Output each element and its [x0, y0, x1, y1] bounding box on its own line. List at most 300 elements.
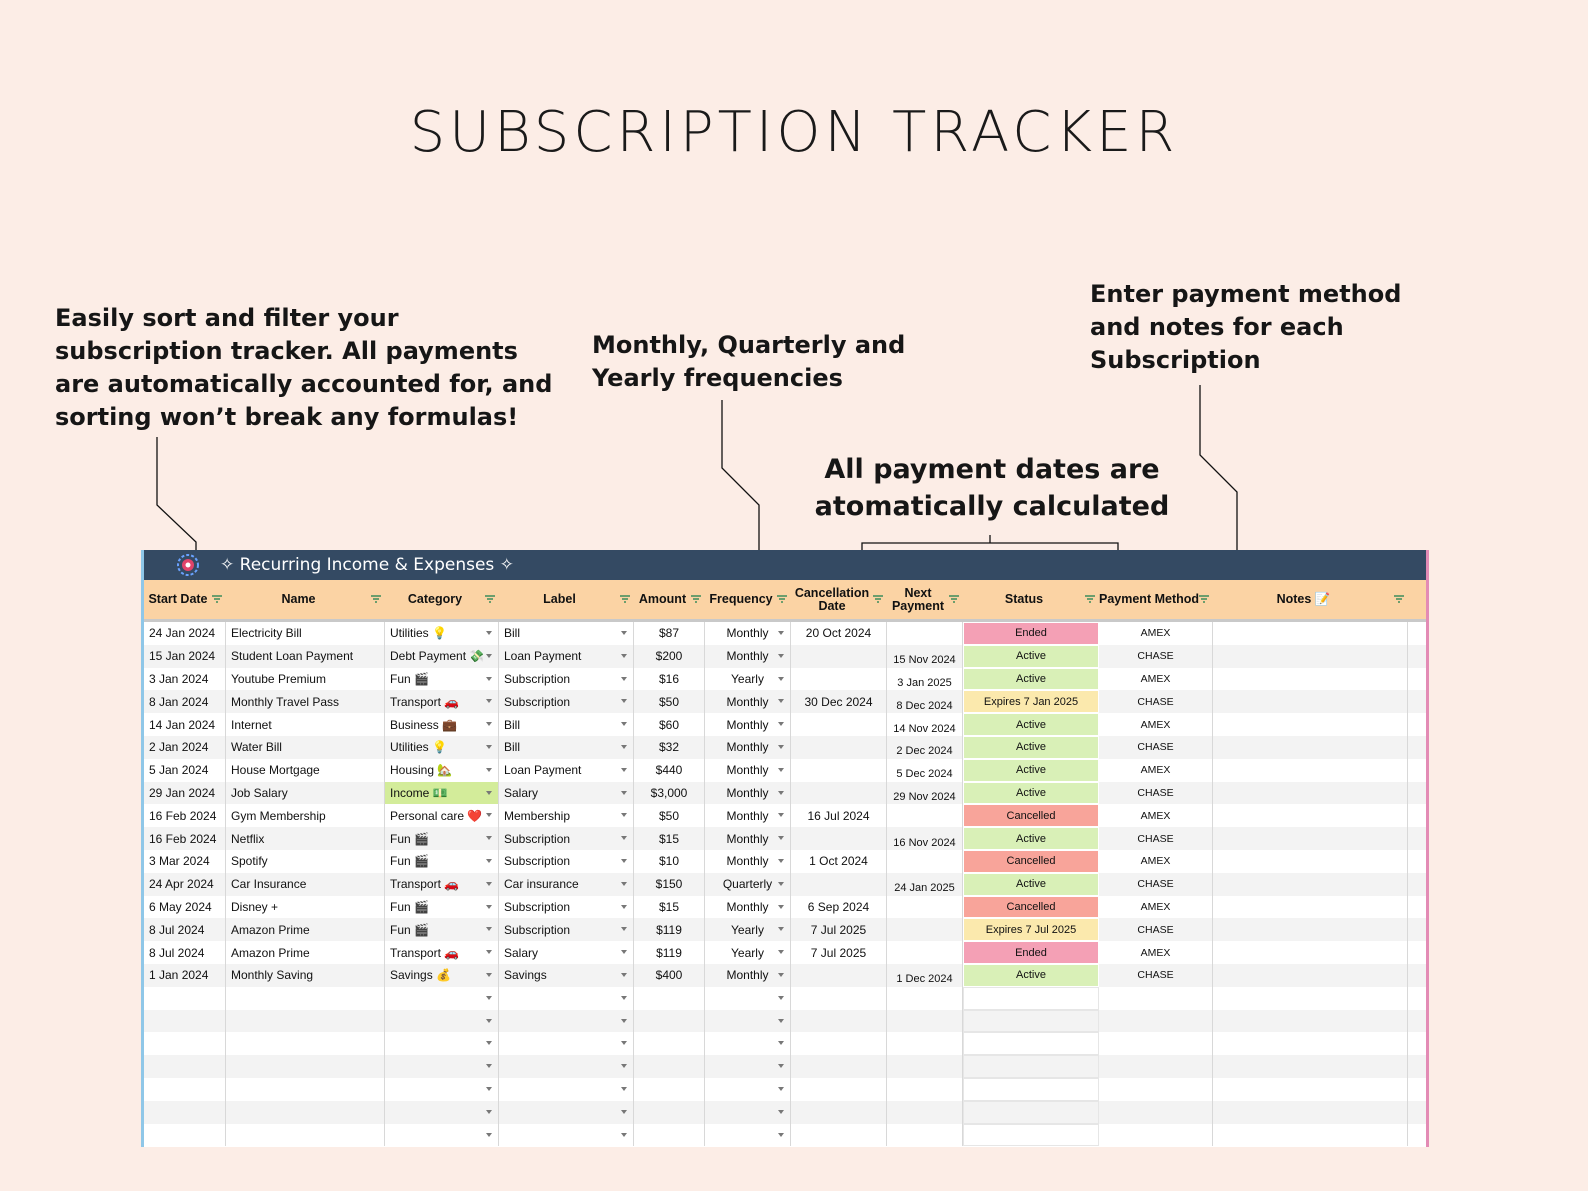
label-dropdown[interactable]: Subscription: [499, 690, 634, 713]
dropdown-arrow-icon[interactable]: [621, 699, 627, 703]
empty-cell[interactable]: [1213, 1010, 1408, 1033]
cancellation-date-cell[interactable]: [791, 782, 887, 805]
dropdown-arrow-icon[interactable]: [778, 996, 784, 1000]
dropdown-arrow-icon[interactable]: [621, 1064, 627, 1068]
empty-cell[interactable]: [1099, 1055, 1213, 1078]
empty-cell[interactable]: [226, 1101, 385, 1124]
name-cell[interactable]: Spotify: [226, 850, 385, 873]
empty-cell[interactable]: [705, 1078, 791, 1101]
payment-method-cell[interactable]: CHASE: [1099, 645, 1213, 668]
dropdown-arrow-icon[interactable]: [486, 950, 492, 954]
dropdown-arrow-icon[interactable]: [778, 631, 784, 635]
empty-cell[interactable]: [499, 1101, 634, 1124]
dropdown-arrow-icon[interactable]: [486, 654, 492, 658]
dropdown-arrow-icon[interactable]: [778, 973, 784, 977]
notes-cell[interactable]: [1213, 873, 1408, 896]
label-dropdown[interactable]: Bill: [499, 622, 634, 645]
dropdown-arrow-icon[interactable]: [621, 631, 627, 635]
empty-cell[interactable]: [887, 1055, 963, 1078]
empty-cell[interactable]: [1099, 1124, 1213, 1147]
empty-cell[interactable]: [1213, 1124, 1408, 1147]
dropdown-arrow-icon[interactable]: [621, 791, 627, 795]
payment-method-cell[interactable]: AMEX: [1099, 713, 1213, 736]
amount-cell[interactable]: $50: [634, 804, 705, 827]
notes-cell[interactable]: [1213, 941, 1408, 964]
amount-cell[interactable]: $119: [634, 941, 705, 964]
filter-icon[interactable]: [212, 595, 222, 603]
dropdown-arrow-icon[interactable]: [621, 1019, 627, 1023]
category-dropdown[interactable]: Transport 🚗: [385, 941, 499, 964]
frequency-dropdown[interactable]: Monthly: [705, 736, 791, 759]
name-cell[interactable]: Monthly Saving: [226, 964, 385, 987]
frequency-dropdown[interactable]: Monthly: [705, 759, 791, 782]
empty-cell[interactable]: [963, 987, 1099, 1010]
frequency-dropdown[interactable]: Monthly: [705, 690, 791, 713]
label-dropdown[interactable]: Salary: [499, 782, 634, 805]
payment-method-cell[interactable]: AMEX: [1099, 850, 1213, 873]
empty-cell[interactable]: [791, 1101, 887, 1124]
empty-cell[interactable]: [705, 1010, 791, 1033]
cancellation-date-cell[interactable]: 30 Dec 2024: [791, 690, 887, 713]
start-date-cell[interactable]: 6 May 2024: [144, 896, 226, 919]
dropdown-arrow-icon[interactable]: [486, 745, 492, 749]
start-date-cell[interactable]: 14 Jan 2024: [144, 713, 226, 736]
dropdown-arrow-icon[interactable]: [486, 836, 492, 840]
start-date-cell[interactable]: 29 Jan 2024: [144, 782, 226, 805]
filter-icon[interactable]: [1199, 595, 1209, 603]
cancellation-date-cell[interactable]: 16 Jul 2024: [791, 804, 887, 827]
empty-cell[interactable]: [144, 1010, 226, 1033]
dropdown-arrow-icon[interactable]: [621, 654, 627, 658]
name-cell[interactable]: Youtube Premium: [226, 668, 385, 691]
category-dropdown[interactable]: Utilities 💡: [385, 736, 499, 759]
empty-cell[interactable]: [791, 1010, 887, 1033]
dropdown-arrow-icon[interactable]: [486, 1087, 492, 1091]
notes-cell[interactable]: [1213, 645, 1408, 668]
empty-cell[interactable]: [1099, 1032, 1213, 1055]
amount-cell[interactable]: $10: [634, 850, 705, 873]
dropdown-arrow-icon[interactable]: [778, 722, 784, 726]
start-date-cell[interactable]: 8 Jan 2024: [144, 690, 226, 713]
empty-cell[interactable]: [385, 987, 499, 1010]
name-cell[interactable]: House Mortgage: [226, 759, 385, 782]
dropdown-arrow-icon[interactable]: [621, 677, 627, 681]
cancellation-date-cell[interactable]: 6 Sep 2024: [791, 896, 887, 919]
amount-cell[interactable]: $16: [634, 668, 705, 691]
frequency-dropdown[interactable]: Yearly: [705, 668, 791, 691]
empty-cell[interactable]: [963, 1055, 1099, 1078]
empty-cell[interactable]: [791, 1078, 887, 1101]
notes-cell[interactable]: [1213, 918, 1408, 941]
payment-method-cell[interactable]: AMEX: [1099, 941, 1213, 964]
dropdown-arrow-icon[interactable]: [621, 768, 627, 772]
dropdown-arrow-icon[interactable]: [778, 1019, 784, 1023]
empty-cell[interactable]: [887, 1032, 963, 1055]
notes-cell[interactable]: [1213, 690, 1408, 713]
label-dropdown[interactable]: Loan Payment: [499, 645, 634, 668]
category-dropdown[interactable]: Debt Payment 💸: [385, 645, 499, 668]
dropdown-arrow-icon[interactable]: [778, 1087, 784, 1091]
empty-cell[interactable]: [226, 987, 385, 1010]
empty-cell[interactable]: [1099, 1010, 1213, 1033]
empty-cell[interactable]: [1099, 1101, 1213, 1124]
dropdown-arrow-icon[interactable]: [621, 882, 627, 886]
empty-cell[interactable]: [499, 1010, 634, 1033]
cancellation-date-cell[interactable]: [791, 645, 887, 668]
frequency-dropdown[interactable]: Yearly: [705, 941, 791, 964]
dropdown-arrow-icon[interactable]: [486, 768, 492, 772]
empty-cell[interactable]: [634, 1032, 705, 1055]
name-cell[interactable]: Internet: [226, 713, 385, 736]
empty-cell[interactable]: [499, 1032, 634, 1055]
start-date-cell[interactable]: 16 Feb 2024: [144, 827, 226, 850]
label-dropdown[interactable]: Car insurance: [499, 873, 634, 896]
empty-cell[interactable]: [144, 987, 226, 1010]
payment-method-cell[interactable]: AMEX: [1099, 759, 1213, 782]
frequency-dropdown[interactable]: Quarterly: [705, 873, 791, 896]
dropdown-arrow-icon[interactable]: [778, 1133, 784, 1137]
column-header-amount[interactable]: [634, 580, 705, 619]
empty-cell[interactable]: [144, 1101, 226, 1124]
column-header-label[interactable]: [499, 580, 634, 619]
dropdown-arrow-icon[interactable]: [621, 996, 627, 1000]
dropdown-arrow-icon[interactable]: [486, 1110, 492, 1114]
cancellation-date-cell[interactable]: [791, 873, 887, 896]
empty-cell[interactable]: [1213, 987, 1408, 1010]
label-dropdown[interactable]: Subscription: [499, 918, 634, 941]
cancellation-date-cell[interactable]: [791, 827, 887, 850]
dropdown-arrow-icon[interactable]: [621, 1041, 627, 1045]
amount-cell[interactable]: $15: [634, 827, 705, 850]
empty-cell[interactable]: [887, 1078, 963, 1101]
amount-cell[interactable]: $32: [634, 736, 705, 759]
category-dropdown[interactable]: Utilities 💡: [385, 622, 499, 645]
category-dropdown[interactable]: Fun 🎬: [385, 668, 499, 691]
dropdown-arrow-icon[interactable]: [486, 905, 492, 909]
dropdown-arrow-icon[interactable]: [486, 813, 492, 817]
empty-cell[interactable]: [385, 1078, 499, 1101]
frequency-dropdown[interactable]: Monthly: [705, 645, 791, 668]
column-header-category[interactable]: [385, 580, 499, 619]
empty-cell[interactable]: [887, 1101, 963, 1124]
amount-cell[interactable]: $50: [634, 690, 705, 713]
filter-icon[interactable]: [371, 595, 381, 603]
category-dropdown[interactable]: Fun 🎬: [385, 827, 499, 850]
notes-cell[interactable]: [1213, 668, 1408, 691]
label-dropdown[interactable]: Salary: [499, 941, 634, 964]
payment-method-cell[interactable]: CHASE: [1099, 827, 1213, 850]
empty-cell[interactable]: [887, 1124, 963, 1147]
dropdown-arrow-icon[interactable]: [778, 859, 784, 863]
notes-cell[interactable]: [1213, 782, 1408, 805]
start-date-cell[interactable]: 24 Jan 2024: [144, 622, 226, 645]
name-cell[interactable]: Amazon Prime: [226, 918, 385, 941]
empty-cell[interactable]: [226, 1055, 385, 1078]
dropdown-arrow-icon[interactable]: [486, 1041, 492, 1045]
empty-cell[interactable]: [499, 1124, 634, 1147]
cancellation-date-cell[interactable]: [791, 736, 887, 759]
empty-cell[interactable]: [1213, 1078, 1408, 1101]
column-header-cancellation-date[interactable]: [791, 580, 887, 619]
empty-cell[interactable]: [385, 1032, 499, 1055]
column-header-notes[interactable]: [1213, 580, 1408, 619]
empty-cell[interactable]: [963, 1032, 1099, 1055]
notes-cell[interactable]: [1213, 736, 1408, 759]
frequency-dropdown[interactable]: Monthly: [705, 827, 791, 850]
column-header-payment-method[interactable]: [1099, 580, 1213, 619]
dropdown-arrow-icon[interactable]: [778, 882, 784, 886]
dropdown-arrow-icon[interactable]: [486, 927, 492, 931]
name-cell[interactable]: Electricity Bill: [226, 622, 385, 645]
empty-cell[interactable]: [791, 1124, 887, 1147]
label-dropdown[interactable]: Subscription: [499, 896, 634, 919]
filter-icon[interactable]: [620, 595, 630, 603]
name-cell[interactable]: Disney +: [226, 896, 385, 919]
payment-method-cell[interactable]: CHASE: [1099, 873, 1213, 896]
empty-cell[interactable]: [791, 1055, 887, 1078]
dropdown-arrow-icon[interactable]: [621, 927, 627, 931]
start-date-cell[interactable]: 3 Jan 2024: [144, 668, 226, 691]
cancellation-date-cell[interactable]: [791, 713, 887, 736]
name-cell[interactable]: Car Insurance: [226, 873, 385, 896]
category-dropdown[interactable]: Fun 🎬: [385, 850, 499, 873]
frequency-dropdown[interactable]: Monthly: [705, 964, 791, 987]
dropdown-arrow-icon[interactable]: [486, 631, 492, 635]
label-dropdown[interactable]: Bill: [499, 713, 634, 736]
dropdown-arrow-icon[interactable]: [486, 1019, 492, 1023]
notes-cell[interactable]: [1213, 896, 1408, 919]
dropdown-arrow-icon[interactable]: [486, 996, 492, 1000]
start-date-cell[interactable]: 24 Apr 2024: [144, 873, 226, 896]
amount-cell[interactable]: $400: [634, 964, 705, 987]
empty-cell[interactable]: [791, 987, 887, 1010]
empty-cell[interactable]: [705, 987, 791, 1010]
empty-cell[interactable]: [1099, 1078, 1213, 1101]
empty-cell[interactable]: [705, 1124, 791, 1147]
cancellation-date-cell[interactable]: 20 Oct 2024: [791, 622, 887, 645]
empty-cell[interactable]: [144, 1055, 226, 1078]
label-dropdown[interactable]: Savings: [499, 964, 634, 987]
name-cell[interactable]: Student Loan Payment: [226, 645, 385, 668]
amount-cell[interactable]: $200: [634, 645, 705, 668]
category-dropdown[interactable]: Transport 🚗: [385, 690, 499, 713]
start-date-cell[interactable]: 2 Jan 2024: [144, 736, 226, 759]
amount-cell[interactable]: $87: [634, 622, 705, 645]
dropdown-arrow-icon[interactable]: [778, 1064, 784, 1068]
empty-cell[interactable]: [499, 987, 634, 1010]
amount-cell[interactable]: $15: [634, 896, 705, 919]
start-date-cell[interactable]: 15 Jan 2024: [144, 645, 226, 668]
cancellation-date-cell[interactable]: 7 Jul 2025: [791, 941, 887, 964]
notes-cell[interactable]: [1213, 827, 1408, 850]
dropdown-arrow-icon[interactable]: [486, 1064, 492, 1068]
empty-cell[interactable]: [963, 1078, 1099, 1101]
cancellation-date-cell[interactable]: [791, 668, 887, 691]
start-date-cell[interactable]: 3 Mar 2024: [144, 850, 226, 873]
cancellation-date-cell[interactable]: 1 Oct 2024: [791, 850, 887, 873]
dropdown-arrow-icon[interactable]: [486, 882, 492, 886]
dropdown-arrow-icon[interactable]: [486, 1133, 492, 1137]
name-cell[interactable]: Gym Membership: [226, 804, 385, 827]
dropdown-arrow-icon[interactable]: [778, 677, 784, 681]
label-dropdown[interactable]: Subscription: [499, 668, 634, 691]
empty-cell[interactable]: [385, 1124, 499, 1147]
empty-cell[interactable]: [634, 1101, 705, 1124]
payment-method-cell[interactable]: CHASE: [1099, 964, 1213, 987]
label-dropdown[interactable]: Subscription: [499, 827, 634, 850]
empty-cell[interactable]: [1213, 1055, 1408, 1078]
dropdown-arrow-icon[interactable]: [778, 791, 784, 795]
payment-method-cell[interactable]: AMEX: [1099, 804, 1213, 827]
column-header-next-payment[interactable]: [887, 580, 963, 619]
category-dropdown[interactable]: Housing 🏡: [385, 759, 499, 782]
empty-cell[interactable]: [226, 1032, 385, 1055]
dropdown-arrow-icon[interactable]: [621, 950, 627, 954]
frequency-dropdown[interactable]: Monthly: [705, 896, 791, 919]
dropdown-arrow-icon[interactable]: [486, 699, 492, 703]
empty-cell[interactable]: [705, 1055, 791, 1078]
empty-cell[interactable]: [887, 1010, 963, 1033]
start-date-cell[interactable]: 16 Feb 2024: [144, 804, 226, 827]
dropdown-arrow-icon[interactable]: [486, 973, 492, 977]
start-date-cell[interactable]: 1 Jan 2024: [144, 964, 226, 987]
start-date-cell[interactable]: 8 Jul 2024: [144, 918, 226, 941]
filter-icon[interactable]: [485, 595, 495, 603]
notes-cell[interactable]: [1213, 804, 1408, 827]
dropdown-arrow-icon[interactable]: [778, 745, 784, 749]
empty-cell[interactable]: [385, 1055, 499, 1078]
empty-cell[interactable]: [499, 1078, 634, 1101]
amount-cell[interactable]: $3,000: [634, 782, 705, 805]
name-cell[interactable]: Netflix: [226, 827, 385, 850]
notes-cell[interactable]: [1213, 759, 1408, 782]
amount-cell[interactable]: $60: [634, 713, 705, 736]
filter-icon[interactable]: [691, 595, 701, 603]
label-dropdown[interactable]: Loan Payment: [499, 759, 634, 782]
category-dropdown[interactable]: Transport 🚗: [385, 873, 499, 896]
empty-cell[interactable]: [887, 987, 963, 1010]
dropdown-arrow-icon[interactable]: [778, 905, 784, 909]
notes-cell[interactable]: [1213, 622, 1408, 645]
empty-cell[interactable]: [385, 1010, 499, 1033]
dropdown-arrow-icon[interactable]: [486, 791, 492, 795]
frequency-dropdown[interactable]: Yearly: [705, 918, 791, 941]
empty-cell[interactable]: [226, 1078, 385, 1101]
dropdown-arrow-icon[interactable]: [778, 927, 784, 931]
label-dropdown[interactable]: Bill: [499, 736, 634, 759]
empty-cell[interactable]: [226, 1010, 385, 1033]
notes-cell[interactable]: [1213, 964, 1408, 987]
filter-icon[interactable]: [777, 595, 787, 603]
empty-cell[interactable]: [791, 1032, 887, 1055]
filter-icon[interactable]: [1085, 595, 1095, 603]
notes-cell[interactable]: [1213, 850, 1408, 873]
empty-cell[interactable]: [705, 1032, 791, 1055]
dropdown-arrow-icon[interactable]: [778, 699, 784, 703]
empty-cell[interactable]: [634, 1124, 705, 1147]
payment-method-cell[interactable]: AMEX: [1099, 896, 1213, 919]
category-dropdown[interactable]: Business 💼: [385, 713, 499, 736]
dropdown-arrow-icon[interactable]: [621, 722, 627, 726]
empty-cell[interactable]: [705, 1101, 791, 1124]
dropdown-arrow-icon[interactable]: [778, 813, 784, 817]
column-header-name[interactable]: [226, 580, 385, 619]
dropdown-arrow-icon[interactable]: [778, 950, 784, 954]
dropdown-arrow-icon[interactable]: [621, 859, 627, 863]
dropdown-arrow-icon[interactable]: [778, 768, 784, 772]
frequency-dropdown[interactable]: Monthly: [705, 782, 791, 805]
amount-cell[interactable]: $119: [634, 918, 705, 941]
name-cell[interactable]: Job Salary: [226, 782, 385, 805]
dropdown-arrow-icon[interactable]: [621, 1110, 627, 1114]
payment-method-cell[interactable]: AMEX: [1099, 622, 1213, 645]
empty-cell[interactable]: [1213, 1101, 1408, 1124]
category-dropdown[interactable]: Savings 💰: [385, 964, 499, 987]
empty-cell[interactable]: [963, 1101, 1099, 1124]
empty-cell[interactable]: [144, 1032, 226, 1055]
filter-icon[interactable]: [949, 595, 959, 603]
dropdown-arrow-icon[interactable]: [621, 973, 627, 977]
category-dropdown[interactable]: Personal care ❤️: [385, 804, 499, 827]
payment-method-cell[interactable]: CHASE: [1099, 782, 1213, 805]
dropdown-arrow-icon[interactable]: [621, 905, 627, 909]
frequency-dropdown[interactable]: Monthly: [705, 713, 791, 736]
name-cell[interactable]: Monthly Travel Pass: [226, 690, 385, 713]
empty-cell[interactable]: [226, 1124, 385, 1147]
empty-cell[interactable]: [634, 1078, 705, 1101]
empty-cell[interactable]: [1213, 1032, 1408, 1055]
payment-method-cell[interactable]: CHASE: [1099, 690, 1213, 713]
filter-icon[interactable]: [873, 595, 883, 603]
dropdown-arrow-icon[interactable]: [621, 745, 627, 749]
amount-cell[interactable]: $150: [634, 873, 705, 896]
payment-method-cell[interactable]: CHASE: [1099, 918, 1213, 941]
label-dropdown[interactable]: Membership: [499, 804, 634, 827]
start-date-cell[interactable]: 5 Jan 2024: [144, 759, 226, 782]
dropdown-arrow-icon[interactable]: [486, 677, 492, 681]
payment-method-cell[interactable]: CHASE: [1099, 736, 1213, 759]
column-header-status[interactable]: [963, 580, 1099, 619]
column-header-frequency[interactable]: [705, 580, 791, 619]
column-header-start-date[interactable]: [144, 580, 226, 619]
dropdown-arrow-icon[interactable]: [778, 1041, 784, 1045]
cancellation-date-cell[interactable]: 7 Jul 2025: [791, 918, 887, 941]
dropdown-arrow-icon[interactable]: [778, 654, 784, 658]
name-cell[interactable]: Water Bill: [226, 736, 385, 759]
cancellation-date-cell[interactable]: [791, 759, 887, 782]
amount-cell[interactable]: $440: [634, 759, 705, 782]
empty-cell[interactable]: [634, 1010, 705, 1033]
empty-cell[interactable]: [634, 1055, 705, 1078]
frequency-dropdown[interactable]: Monthly: [705, 804, 791, 827]
empty-cell[interactable]: [144, 1078, 226, 1101]
frequency-dropdown[interactable]: Monthly: [705, 850, 791, 873]
dropdown-arrow-icon[interactable]: [621, 1133, 627, 1137]
dropdown-arrow-icon[interactable]: [778, 836, 784, 840]
dropdown-arrow-icon[interactable]: [621, 836, 627, 840]
frequency-dropdown[interactable]: Monthly: [705, 622, 791, 645]
label-dropdown[interactable]: Subscription: [499, 850, 634, 873]
filter-icon[interactable]: [1394, 595, 1404, 603]
empty-cell[interactable]: [634, 987, 705, 1010]
empty-cell[interactable]: [144, 1124, 226, 1147]
empty-cell[interactable]: [963, 1124, 1099, 1147]
dropdown-arrow-icon[interactable]: [621, 813, 627, 817]
empty-cell[interactable]: [963, 1010, 1099, 1033]
dropdown-arrow-icon[interactable]: [486, 859, 492, 863]
category-dropdown[interactable]: Income 💵: [385, 782, 499, 805]
cancellation-date-cell[interactable]: [791, 964, 887, 987]
